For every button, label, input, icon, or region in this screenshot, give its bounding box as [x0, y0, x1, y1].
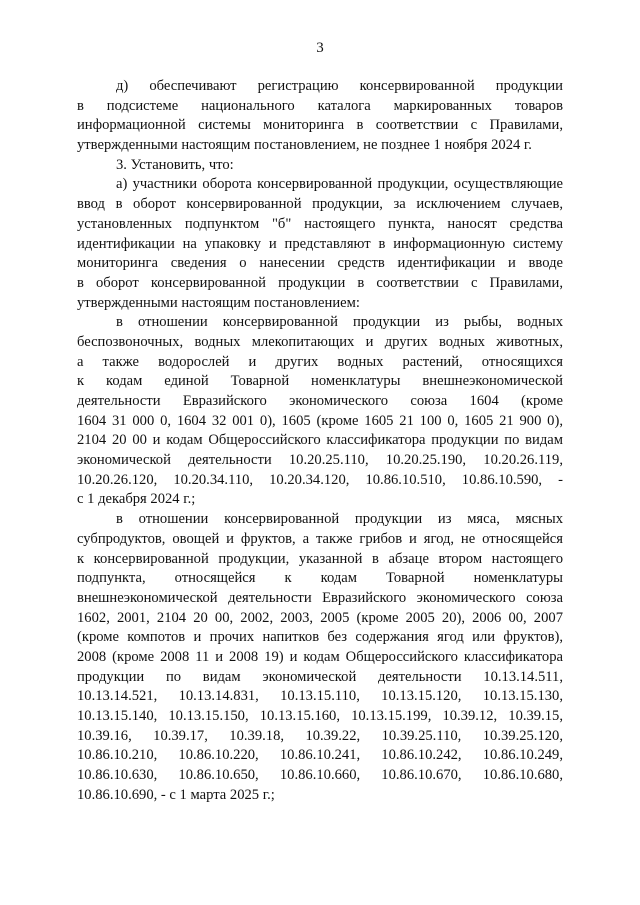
text-line: в отношении консервированной продукции из рыбы, водных: [116, 314, 563, 331]
document-body: [77, 77, 563, 805]
page-number: 3: [316, 40, 324, 56]
text-line: 2008 (кроме 2008 11 и 2008 19) и кодам Общероссийского классификатора: [77, 648, 563, 665]
text-line: экономической деятельности 10.20.25.110, 10.20.25.190, 10.20.26.119,: [77, 452, 563, 469]
text-line: в отношении консервированной продукции из мяса, мясных: [116, 511, 563, 528]
text-line: продукции по видам экономической деятельности 10.13.14.511,: [77, 668, 563, 685]
text-line: а) участники оборота консервированной продукции, осуществляющие: [116, 176, 563, 193]
text-line: 2104 20 00 и кодам Общероссийского классификатора продукции по видам: [77, 432, 563, 449]
text-line: утвержденными настоящим постановлением:: [77, 294, 360, 311]
text-line: субпродуктов, овощей и фруктов, а также грибов и ягод, не относящейся: [77, 530, 563, 547]
text-line: к кодам единой Товарной номенклатуры внешнеэкономической: [77, 373, 563, 390]
text-line: 3. Установить, что:: [116, 156, 234, 173]
text-line: к консервированной продукции, указанной в абзаце втором настоящего: [77, 550, 563, 567]
text-line: ввод в оборот консервированной продукции, за исключением случаев,: [77, 196, 563, 213]
text-line: 1602, 2001, 2104 20 00, 2002, 2003, 2005 (кроме 2005 20), 2006 00, 2007: [77, 609, 563, 626]
text-line: 10.39.16, 10.39.17, 10.39.18, 10.39.22, 10.39.25.110, 10.39.25.120,: [77, 727, 563, 744]
text-line: а также водорослей и других водных растений, относящихся: [77, 353, 563, 370]
text-line: информационной системы мониторинга в соответствии с Правилами,: [77, 117, 563, 134]
text-line: утвержденными настоящим постановлением, не позднее 1 ноября 2024 г.: [77, 137, 532, 154]
text-line: 10.86.10.210, 10.86.10.220, 10.86.10.241, 10.86.10.242, 10.86.10.249,: [77, 747, 563, 764]
text-line: мониторинга сведения о нанесении средств идентификации и вводе: [77, 255, 563, 272]
text-line: установленных подпунктом "б" настоящего пункта, наносят средства: [77, 215, 563, 232]
text-line: идентификации на упаковку и представляют в информационную систему: [77, 235, 563, 252]
text-line: (кроме компотов и прочих напитков без содержания ягод или фруктов),: [77, 629, 563, 646]
text-line: беспозвоночных, водных млекопитающих и других водных животных,: [77, 333, 563, 350]
text-line: в оборот консервированной продукции в соответствии с Правилами,: [77, 274, 563, 291]
text-line: д) обеспечивают регистрацию консервированной продукции: [116, 78, 563, 94]
text-line: 10.13.14.521, 10.13.14.831, 10.13.15.110, 10.13.15.120, 10.13.15.130,: [77, 688, 563, 705]
text-line: 10.13.15.140, 10.13.15.150, 10.13.15.160, 10.13.15.199, 10.39.12, 10.39.15,: [77, 708, 563, 724]
text-line: 1604 31 000 0, 1604 32 001 0), 1605 (кроме 1605 21 100 0, 1605 21 900 0),: [77, 412, 563, 429]
text-line: в подсистеме национального каталога маркированных товаров: [77, 97, 563, 114]
text-line: 10.86.10.690, - с 1 марта 2025 г.;: [77, 786, 275, 803]
text-line: деятельности Евразийского экономического союза 1604 (кроме: [77, 393, 563, 409]
text-line: с 1 декабря 2024 г.;: [77, 491, 196, 508]
text-line: 10.20.26.120, 10.20.34.110, 10.20.34.120, 10.86.10.510, 10.86.10.590, -: [77, 471, 563, 488]
text-line: подпункта, относящейся к кодам Товарной номенклатуры: [77, 570, 563, 587]
text-line: внешнеэкономической деятельности Евразийского экономического союза: [77, 589, 563, 606]
text-line: 10.86.10.630, 10.86.10.650, 10.86.10.660, 10.86.10.670, 10.86.10.680,: [77, 767, 563, 784]
